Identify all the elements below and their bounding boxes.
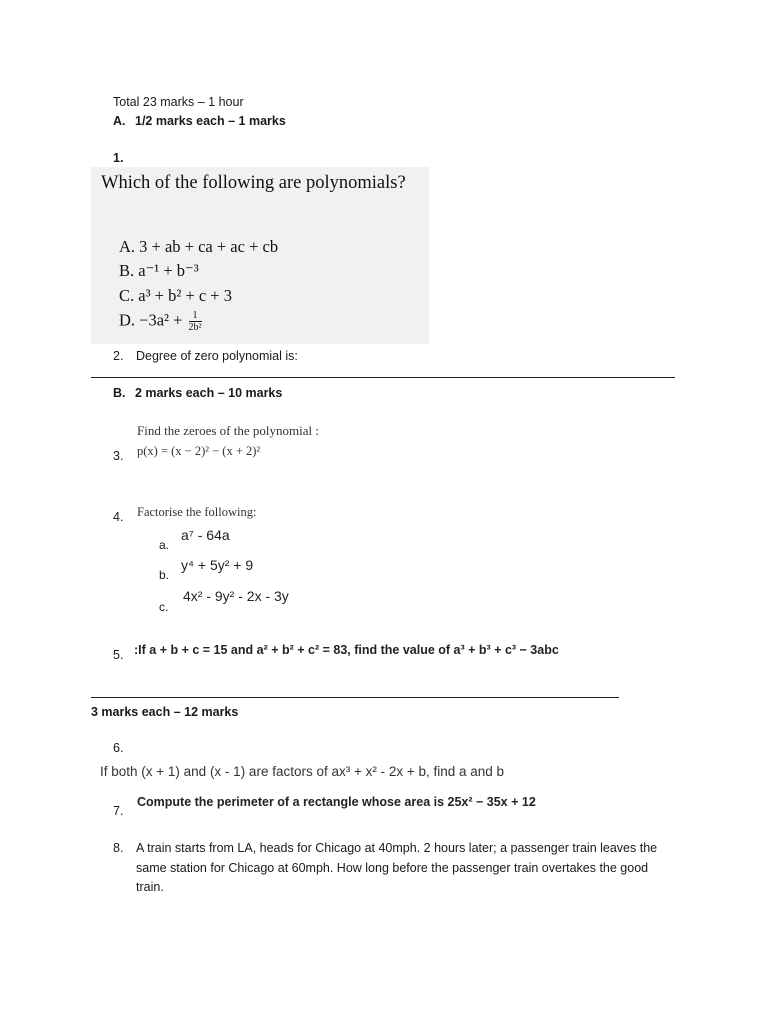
section-b-heading: 2 marks each – 10 marks — [135, 386, 283, 400]
q3-expression: p(x) = (x − 2)² − (x + 2)² — [137, 444, 261, 458]
q8-number: 8. — [113, 841, 124, 855]
q7-text: Compute the perimeter of a rectangle whose area is 25x² − 35x + 12 — [137, 795, 536, 809]
q1-option-d-fraction: $\frac{1}{\text{2b²}}$ — [188, 310, 202, 333]
q1-number: 1. — [113, 151, 124, 165]
q5-text: :If a + b + c = 15 and a² + b² + c² = 83, find the value of a³ + b³ + c³ − 3abc — [134, 643, 559, 657]
q1-image — [91, 167, 429, 344]
divider-1 — [91, 377, 675, 378]
q1-option-b: B. a⁻¹ + b⁻³ — [119, 261, 199, 280]
total-marks-text: Total 23 marks – 1 hour — [113, 95, 244, 109]
q4-item-a-expr: a⁷ - 64a — [181, 527, 230, 543]
q4-title: Factorise the following: — [137, 505, 257, 519]
section-c-heading: 3 marks each – 12 marks — [91, 705, 239, 719]
q4-item-c-expr: 4x² - 9y² - 2x - 3y — [183, 588, 289, 604]
q1-option-a: A. 3 + ab + ca + ac + cb — [119, 237, 279, 256]
q3-number: 3. — [113, 449, 124, 463]
q6-text: If both (x + 1) and (x - 1) are factors of ax³ + x² - 2x + b, find a and b — [100, 764, 505, 779]
q2-number: 2. — [113, 349, 124, 363]
q6-number: 6. — [113, 741, 124, 755]
q4-item-a-letter: a. — [159, 538, 170, 552]
q5-number: 5. — [113, 648, 124, 662]
q1-question: Which of the following are polynomials? — [101, 173, 406, 193]
q8-line-3: train. — [136, 880, 164, 894]
divider-2 — [91, 697, 619, 698]
section-a-letter: A. — [113, 114, 126, 128]
q8-line-1: A train starts from LA, heads for Chicago at 40mph. 2 hours later; a passenger train leaves the — [136, 841, 658, 855]
section-a-heading: 1/2 marks each – 1 marks — [135, 114, 286, 128]
q3-title: Find the zeroes of the polynomial : — [137, 423, 319, 438]
q4-item-c-letter: c. — [159, 600, 169, 614]
q4-item-b-expr: y⁴ + 5y² + 9 — [181, 557, 254, 573]
q4-item-b-letter: b. — [159, 568, 170, 582]
section-b-letter: B. — [113, 386, 126, 400]
q1-option-d: D. −3a² + $\frac{1}{\text{2b²}}$ — [119, 310, 202, 333]
q2-text: Degree of zero polynomial is: — [136, 349, 298, 363]
q1-option-c: C. a³ + b² + c + 3 — [119, 286, 232, 305]
q7-number: 7. — [113, 804, 124, 818]
q8-line-2: same station for Chicago at 60mph. How long before the passenger train overtakes the good — [136, 861, 649, 875]
q4-number: 4. — [113, 510, 124, 524]
